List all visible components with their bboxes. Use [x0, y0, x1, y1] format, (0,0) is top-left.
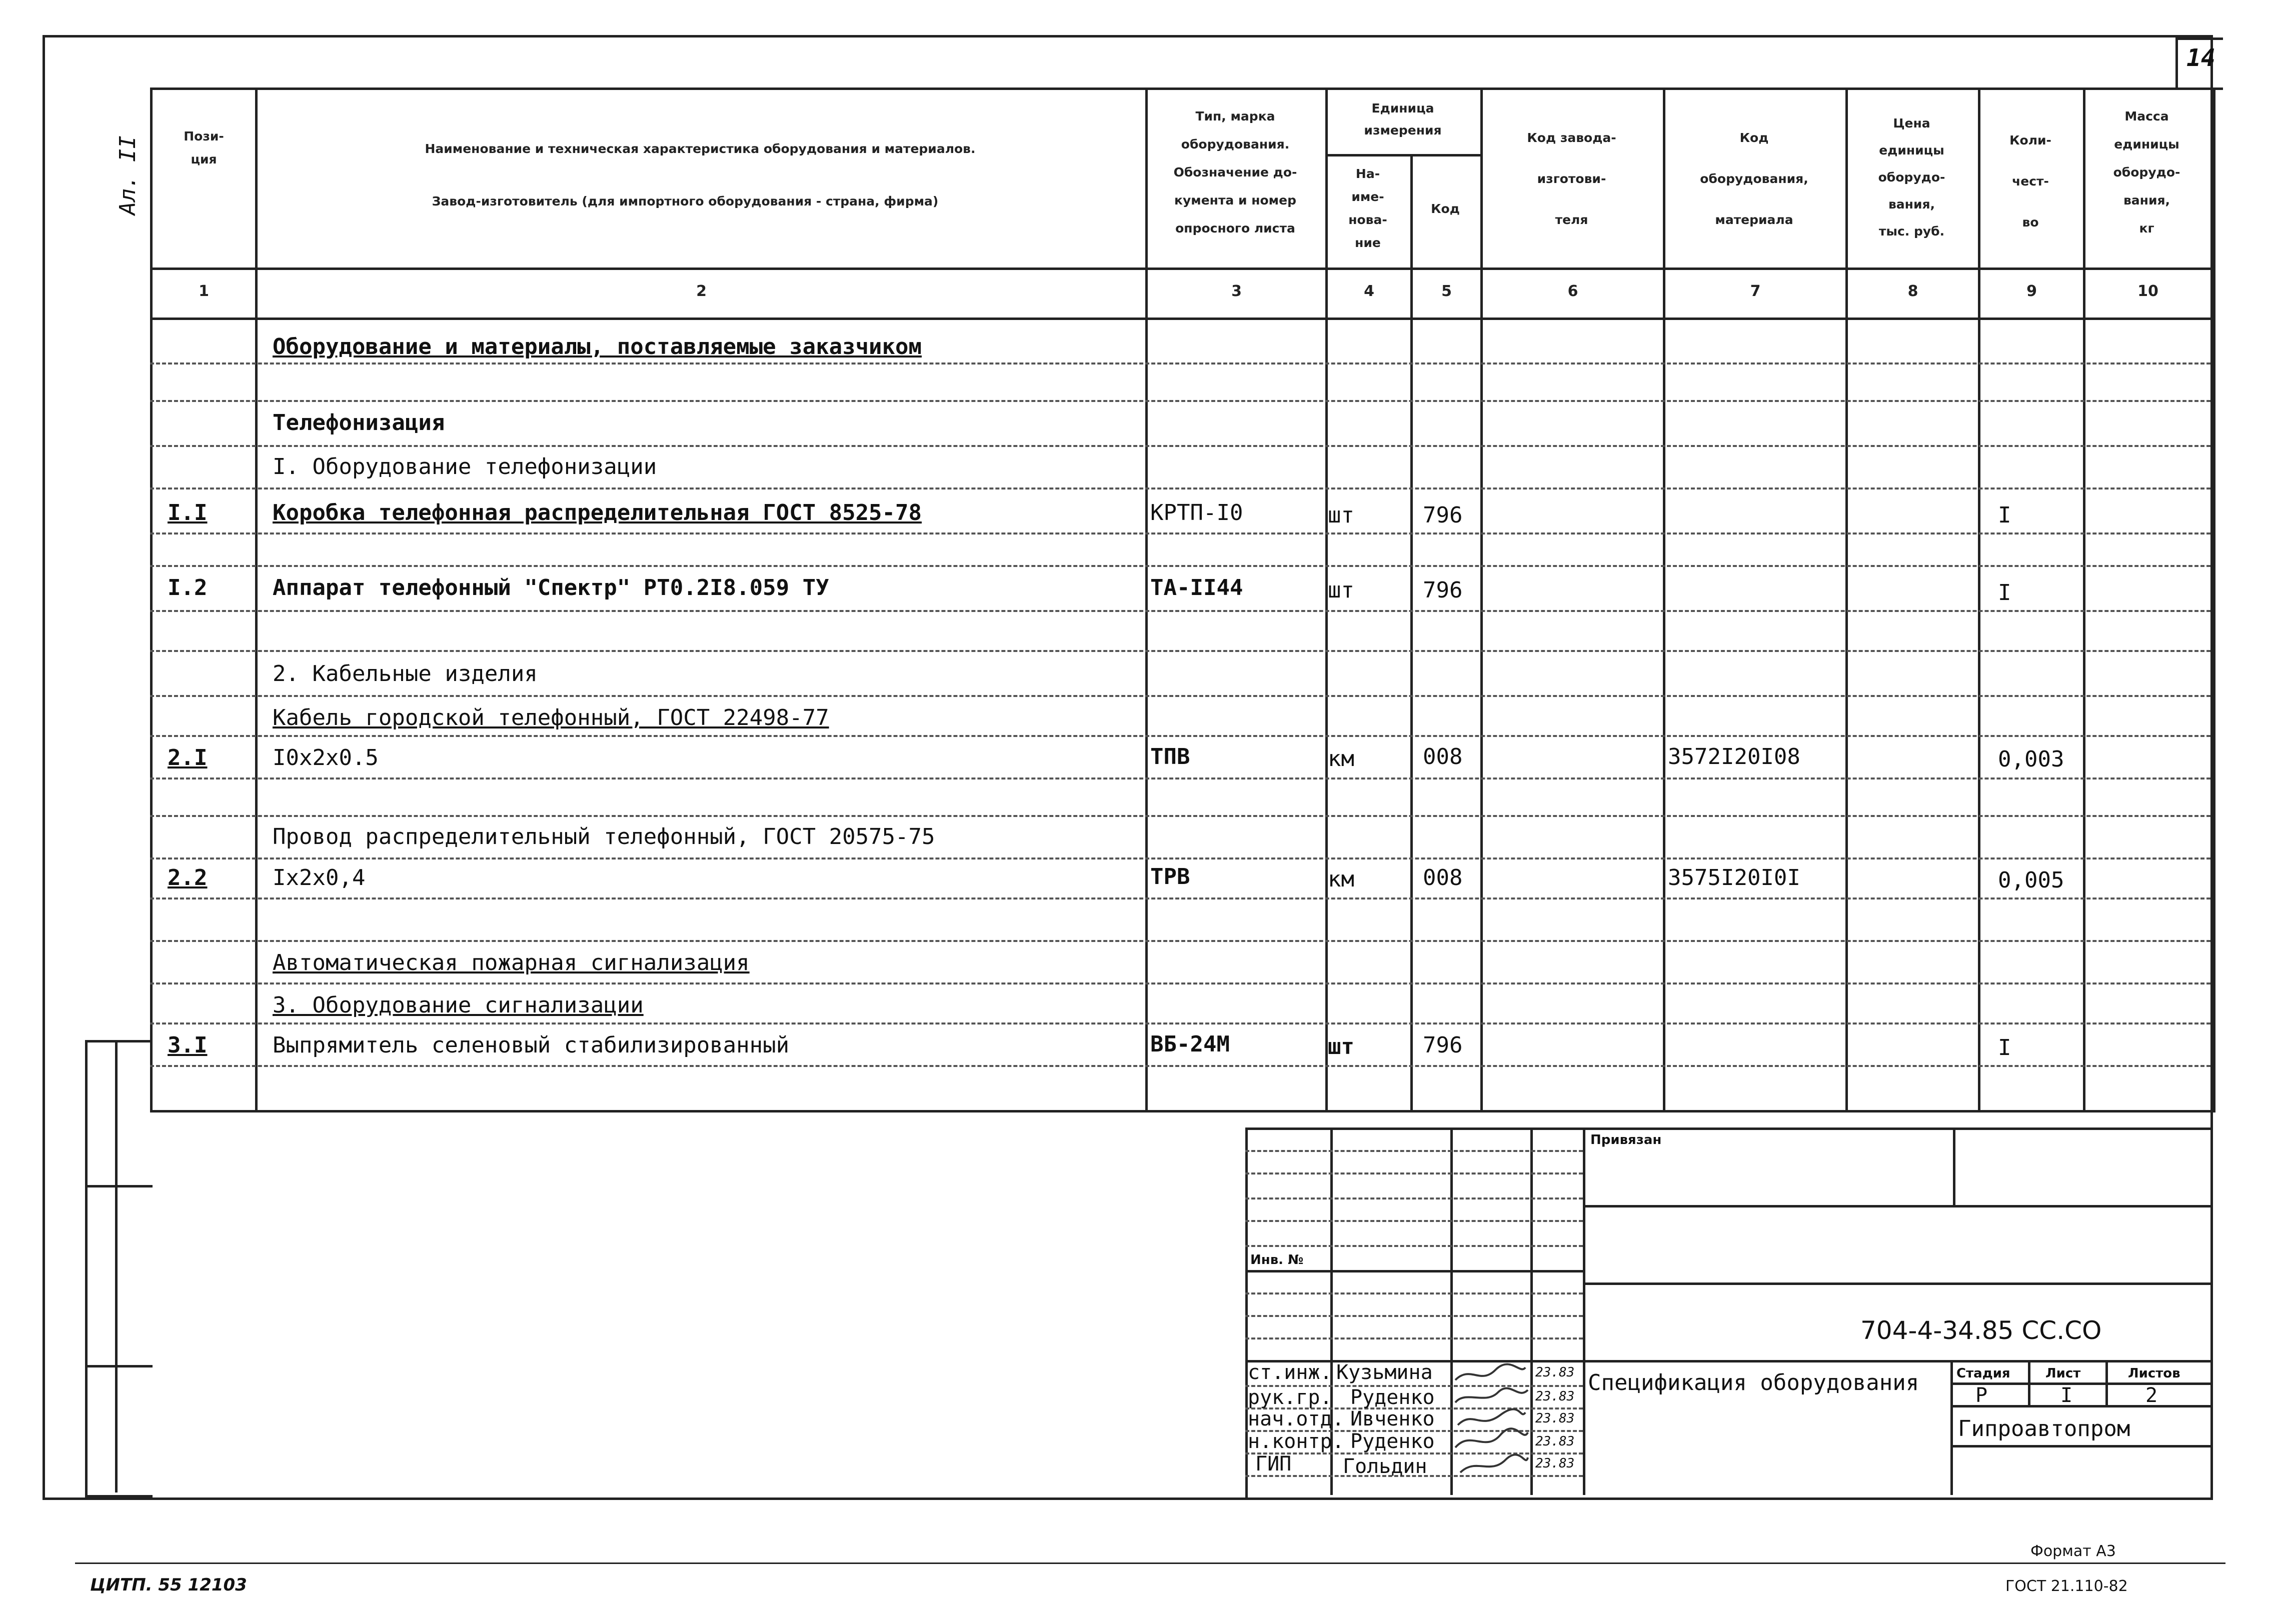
row-code-7: 008	[1423, 744, 1463, 770]
sheet-value: I	[2060, 1384, 2073, 1407]
signer-name-3: Руденко	[1350, 1430, 1435, 1453]
doc-code: 704-4-34.85 СС.СО	[1860, 1316, 2102, 1345]
sheets-label: Листов	[2128, 1366, 2180, 1381]
signer-date-3: 23.83	[1535, 1434, 1575, 1449]
header-unit-group: Единица измерения	[1364, 101, 1442, 138]
signer-role-2: нач.отд.	[1248, 1408, 1344, 1430]
header-factory-code: Код завода- изготови- теля	[1527, 130, 1616, 227]
header-unit-code: Код	[1431, 202, 1460, 216]
header-quantity: Коли- чест- во	[2009, 133, 2051, 230]
colnum-5: 5	[1441, 282, 1452, 300]
row-mcode-7: 3572I20I08	[1668, 744, 1800, 770]
row-name-2: I. Оборудование телефонизации	[273, 454, 657, 480]
header-name-line2: Завод-изготовитель (для импортного оборудования - страна, фирма)	[432, 194, 939, 208]
row-qty-7: 0,003	[1998, 746, 2064, 772]
signatures-icon	[1450, 1360, 1533, 1495]
row-type-9: ТРВ	[1150, 864, 1190, 890]
row-pos-12: 3.I	[168, 1032, 208, 1058]
row-name-11: 3. Оборудование сигнализации	[273, 992, 644, 1018]
colnum-7: 7	[1750, 282, 1761, 300]
signer-date-2: 23.83	[1535, 1411, 1575, 1426]
header-type: Тип, марка оборудования. Обозначение до- кумента и номер опросного листа	[1173, 109, 1297, 236]
row-name-9: Ix2x0,4	[273, 865, 366, 890]
footer-standard: ГОСТ 21.110-82	[2005, 1578, 2128, 1595]
row-qty-9: 0,005	[1998, 868, 2064, 893]
row-type-4: ТА-II44	[1150, 575, 1243, 600]
sheets-value: 2	[2145, 1384, 2158, 1407]
row-qty-12: I	[1998, 1035, 2011, 1060]
signer-role-3: н.контр.	[1248, 1430, 1344, 1453]
signer-name-0: Кузьмина	[1336, 1361, 1433, 1384]
colnum-8: 8	[1907, 282, 1918, 300]
row-code-3: 796	[1423, 502, 1463, 528]
row-type-3: КРТП-I0	[1150, 500, 1243, 526]
row-code-9: 008	[1423, 865, 1463, 890]
stage-label: Стадия	[1956, 1366, 2010, 1381]
row-name-1: Телефонизация	[273, 410, 445, 436]
row-pos-3: I.I	[168, 500, 208, 526]
colnum-6: 6	[1567, 282, 1578, 300]
row-name-0: Оборудование и материалы, поставляемые заказчиком	[273, 334, 922, 360]
row-name-5: 2. Кабельные изделия	[273, 661, 538, 686]
stage-value: Р	[1975, 1384, 1988, 1407]
row-name-8: Провод распределительный телефонный, ГОСТ 20575-75	[273, 824, 935, 850]
inv-no-label: Инв. №	[1250, 1252, 1304, 1268]
signer-date-1: 23.83	[1535, 1389, 1575, 1404]
row-code-12: 796	[1423, 1032, 1463, 1058]
signer-name-2: Ивченко	[1350, 1408, 1435, 1430]
colnum-4: 4	[1364, 282, 1374, 300]
attached-label: Привязан	[1590, 1132, 1662, 1148]
signer-date-0: 23.83	[1535, 1365, 1575, 1380]
row-name-7: I0x2x0.5	[273, 745, 379, 770]
footer-left: ЦИТП. 55 12103	[90, 1575, 247, 1595]
row-unit-3: шт	[1328, 502, 1354, 528]
row-unit-12: шт	[1328, 1034, 1354, 1060]
org-name: Гипроавтопром	[1958, 1416, 2130, 1442]
row-type-12: ВБ-24М	[1150, 1032, 1230, 1057]
colnum-1: 1	[199, 282, 209, 300]
header-mass: Масса единицы оборудо- вания, кг	[2113, 109, 2180, 236]
header-price: Цена единицы оборудо- вания, тыс. руб.	[1878, 116, 1945, 238]
row-pos-9: 2.2	[168, 865, 208, 890]
row-name-10: Автоматическая пожарная сигнализация	[273, 950, 750, 976]
side-stamp-strip	[85, 1040, 153, 1498]
row-pos-4: I.2	[168, 575, 208, 600]
row-pos-7: 2.I	[168, 745, 208, 770]
footer-format: Формат А3	[2030, 1542, 2116, 1560]
row-unit-4: шт	[1328, 578, 1354, 603]
corner-sheet-number: 14	[2186, 44, 2215, 72]
sheet-label: Лист	[2045, 1366, 2081, 1381]
row-unit-9: км	[1328, 866, 1354, 892]
colnum-10: 10	[2137, 282, 2158, 300]
row-mcode-9: 3575I20I0I	[1668, 865, 1800, 890]
doc-title: Спецификация оборудования	[1588, 1370, 1919, 1396]
colnum-3: 3	[1231, 282, 1242, 300]
signer-role-1: рук.гр.	[1248, 1386, 1332, 1409]
row-code-4: 796	[1423, 578, 1463, 603]
vertical-mark: Ал. II	[115, 136, 141, 215]
row-name-6: Кабель городской телефонный, ГОСТ 22498-77	[273, 705, 829, 730]
row-name-4: Аппарат телефонный "Спектр" РТ0.2I8.059 ТУ	[273, 575, 829, 600]
header-name-line1: Наименование и техническая характеристика оборудования и материалов.	[425, 142, 976, 156]
row-type-7: ТПВ	[1150, 744, 1190, 770]
colnum-9: 9	[2026, 282, 2037, 300]
signer-name-1: Руденко	[1350, 1386, 1435, 1409]
signer-role-0: ст.инж.	[1248, 1361, 1332, 1384]
colnum-2: 2	[696, 282, 707, 300]
row-qty-4: I	[1998, 580, 2011, 606]
header-unit-name: На- име- нова- ние	[1348, 166, 1387, 250]
row-qty-3: I	[1998, 502, 2011, 528]
row-unit-7: км	[1328, 746, 1354, 772]
header-material-code: Код оборудования, материала	[1700, 130, 1808, 227]
signer-name-4: Гольдин	[1343, 1455, 1427, 1478]
signer-date-4: 23.83	[1535, 1456, 1575, 1471]
row-name-3: Коробка телефонная распределительная ГОСТ 8525-78	[273, 500, 922, 526]
signer-role-4: ГИП	[1255, 1452, 1292, 1476]
header-position: Пози- ция	[184, 129, 224, 166]
row-name-12: Выпрямитель селеновый стабилизированный	[273, 1032, 790, 1058]
